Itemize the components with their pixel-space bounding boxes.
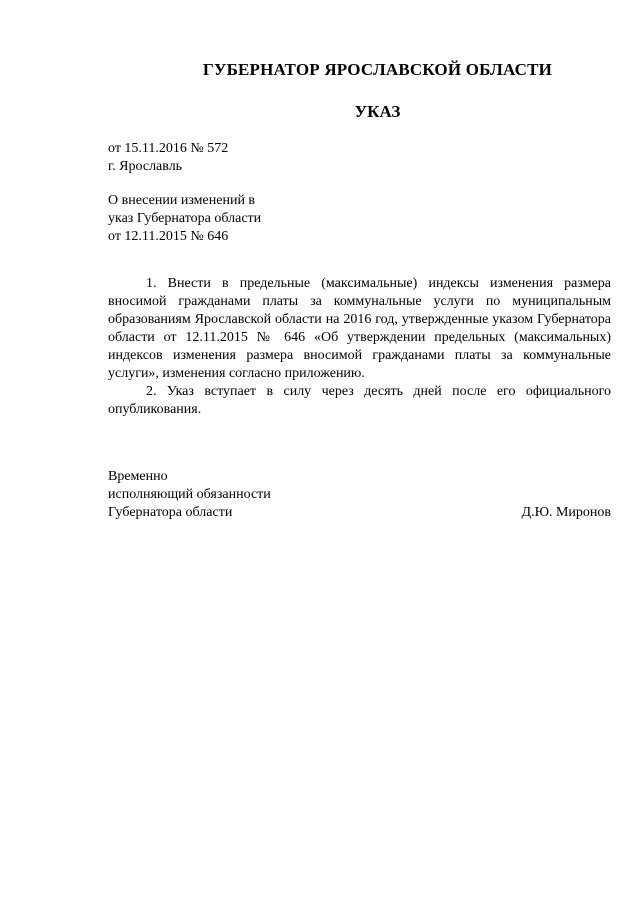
signer-position-line: Временно [108, 469, 168, 484]
subject-line: О внесении изменений в [108, 193, 256, 208]
signature-row [108, 504, 611, 522]
body-paragraph: 1. Внести в предельные (максимальные) индексы изменения размера вносимой гражданами платы за коммунальные услуги по муниципальным образованиям Ярославской области на 2016 год, утвержденные указом Губернатора области от 12.11.2015 № 646 «Об утверждении предельных (максимальных) индексов изменения размера вносимой гражданами платы за коммунальные услуги», изменения согласно приложению. [108, 276, 611, 381]
document-body [108, 275, 611, 419]
document-subject [108, 192, 261, 246]
signer-position-line: Губернатора области [108, 505, 233, 520]
date-number: от 15.11.2016 № 572 [108, 141, 229, 156]
subject-line: от 12.11.2015 № 646 [108, 229, 229, 244]
document-type: УКАЗ [354, 102, 401, 121]
body-paragraph: 2. Указ вступает в силу через десять дней после его официального опубликования. [108, 384, 611, 417]
signer-name: Д.Ю. Миронов [521, 505, 611, 520]
subject-line: указ Губернатора области [108, 211, 262, 226]
document-meta [108, 140, 228, 176]
city: г. Ярославль [108, 159, 183, 174]
signature-block [108, 468, 611, 522]
issuer-title: ГУБЕРНАТОР ЯРОСЛАВСКОЙ ОБЛАСТИ [202, 60, 553, 79]
signer-position-line: исполняющий обязанности [108, 487, 271, 502]
